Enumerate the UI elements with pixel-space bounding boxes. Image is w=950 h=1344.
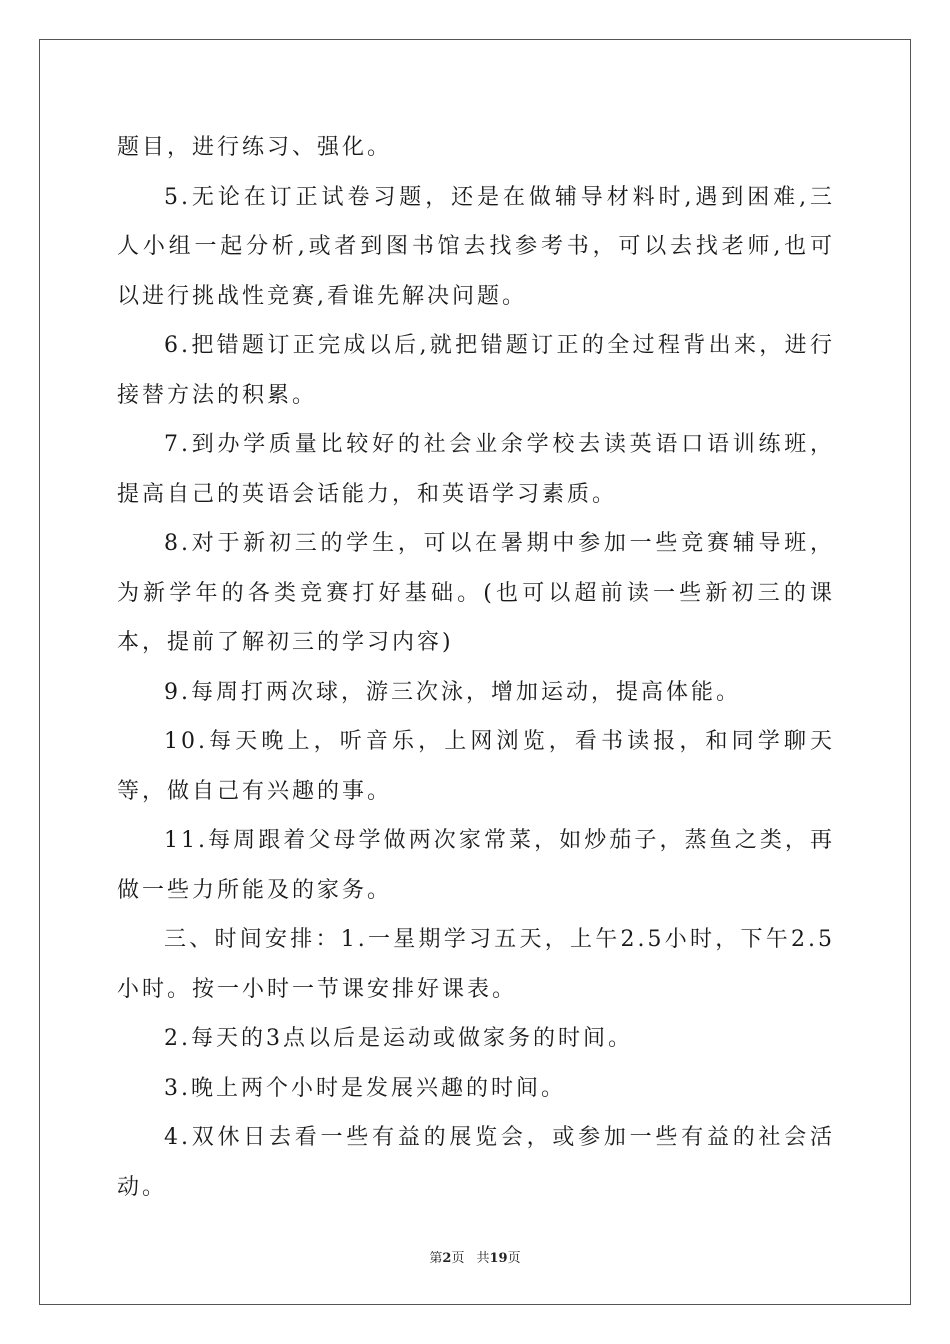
paragraph: 4.双休日去看一些有益的展览会，或参加一些有益的社会活动。 [117,1125,835,1200]
paragraph: 11.每周跟着父母学做两次家常菜，如炒茄子，蒸鱼之类，再做一些力所能及的家务。 [117,828,835,903]
paragraph: 三、时间安排：1.一星期学习五天，上午2.5小时，下午2.5小时。按一小时一节课安排好课表。 [117,927,835,1002]
paragraph: 9.每周打两次球，游三次泳，增加运动，提高体能。 [164,679,741,705]
paragraph: 5.无论在订正试卷习题，还是在做辅导材料时,遇到困难,三人小组一起分析,或者到图书馆去找参考书，可以去找老师,也可以进行挑战性竞赛,看谁先解决问题。 [117,184,835,309]
paragraph: 题目，进行练习、强化。 [117,135,393,160]
page-footer [0,1247,950,1266]
paragraph: 8.对于新初三的学生，可以在暑期中参加一些竞赛辅导班，为新学年的各类竞赛打好基础。(也可以超前读一些新初三的课本，提前了解初三的学习内容) [117,531,835,655]
paragraph: 3.晚上两个小时是发展兴趣的时间。 [164,1075,566,1101]
paragraph: 6.把错题订正完成以后,就把错题订正的全过程背出来，进行接替方法的积累。 [117,333,835,408]
document-body [117,123,835,1212]
paragraph: 2.每天的3点以后是运动或做家务的时间。 [164,1026,633,1051]
total-pages: 19 [489,1251,508,1266]
total-prefix: 共 [476,1251,490,1266]
page-number: 2 [442,1251,452,1266]
total-suffix: 页 [507,1251,521,1266]
page-suffix: 页 [451,1251,465,1266]
paragraph: 10.每天晚上，听音乐，上网浏览，看书读报，和同学聊天等，做自己有兴趣的事。 [117,729,835,804]
page-prefix: 第 [429,1251,443,1266]
paragraph: 7.到办学质量比较好的社会业余学校去读英语口语训练班，提高自己的英语会话能力，和英语学习素质。 [117,432,835,507]
